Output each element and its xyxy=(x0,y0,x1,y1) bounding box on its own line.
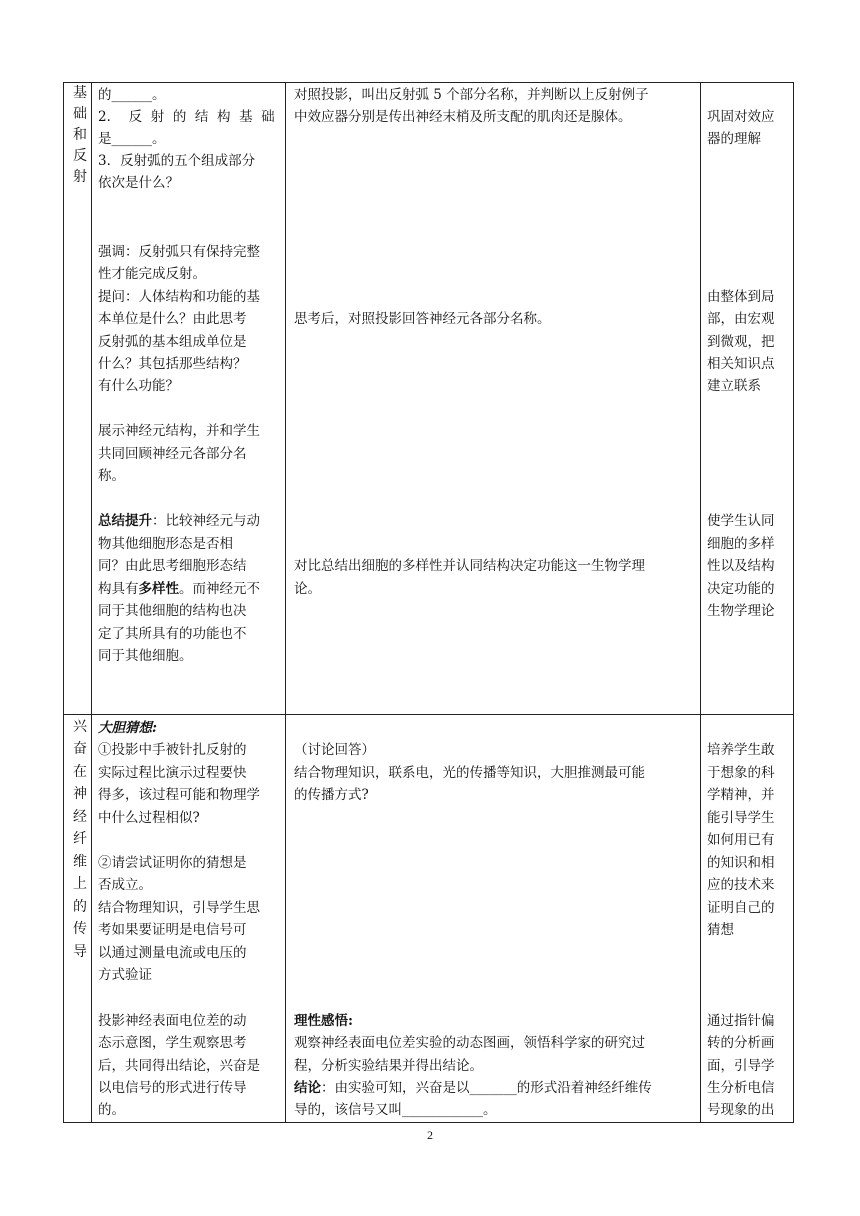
text-line: 转的分析画 xyxy=(707,1035,775,1051)
text-line: 的知识和相 xyxy=(707,855,775,871)
text-line: 思考后，对照投影回答神经元各部分名称。 xyxy=(294,311,551,327)
text-line: 考如果要证明是电信号可 xyxy=(98,922,247,938)
page-number: 2 xyxy=(427,1128,433,1142)
text-line: 性才能完成反射。 xyxy=(98,266,206,282)
label-char: 和 xyxy=(73,127,87,143)
conclusion-label: 结论 xyxy=(294,1080,321,1096)
text-line: 同？由此思考细胞形态结 xyxy=(98,558,247,574)
text-line: 建立联系 xyxy=(707,378,761,394)
text-line: 细胞的多样 xyxy=(707,536,775,552)
text-line: 投影神经表面电位差的动 xyxy=(98,1013,247,1029)
label-char: 导 xyxy=(73,944,87,960)
text-line: 有什么功能？ xyxy=(98,378,179,394)
text-line: 猜想 xyxy=(707,922,734,938)
label-char: 反 xyxy=(73,148,87,164)
text-line: ①投影中手被针扎反射的 xyxy=(98,742,247,758)
conclusion-line xyxy=(294,1077,652,1099)
conclusion-text: ：由实验可知，兴奋是以_______的形式沿着神经纤维传 xyxy=(321,1080,652,1096)
text-line: 决定功能的 xyxy=(707,581,775,597)
text-line: 的。 xyxy=(98,1102,125,1118)
label-char: 纤 xyxy=(73,831,87,847)
label-char: 射 xyxy=(73,169,87,185)
text-line: 生分析电信 xyxy=(707,1080,775,1096)
text-line: 生物学理论 xyxy=(707,603,775,619)
guess-title: 大胆猜想: xyxy=(98,720,157,736)
text-line: 由整体到局 xyxy=(707,289,775,305)
text-line: 共同回顾神经元各部分名 xyxy=(98,446,247,462)
text-line: 对照投影，叫出反射弧 5 个部分名称，并判断以上反射例子 xyxy=(294,87,649,103)
text-line: 展示神经元结构，并和学生 xyxy=(98,423,260,439)
summary-line xyxy=(98,510,260,532)
text-line: 2． 反 射 的 结 构 基 础 xyxy=(98,109,275,125)
text-line: 本单位是什么？由此思考 xyxy=(98,311,247,327)
column-divider xyxy=(91,83,92,1122)
text-line: 得多，该过程可能和物理学 xyxy=(98,787,260,803)
text-line: 反射弧的基本组成单位是 xyxy=(98,334,247,350)
text-line: 通过指针偏 xyxy=(707,1013,775,1029)
text-line: 称。 xyxy=(98,468,125,484)
text-line: 性以及结构 xyxy=(707,558,775,574)
label-char: 兴 xyxy=(73,719,87,735)
text-line: 对比总结出细胞的多样性并认同结构决定功能这一生物学理 xyxy=(294,558,645,574)
text-line: 什么？其包括那些结构？ xyxy=(98,356,247,372)
label-char: 维 xyxy=(73,854,87,870)
text-line: 培养学生敢 xyxy=(707,742,775,758)
text-line: 学精神，并 xyxy=(707,787,775,803)
text-line: ②请尝试证明你的猜想是 xyxy=(98,855,247,871)
text-line: 应的技术来 xyxy=(707,877,775,893)
summary-label: 总结提升 xyxy=(98,513,152,529)
text-line: 方式验证 xyxy=(98,967,152,983)
text-line: 使学生认同 xyxy=(707,513,775,529)
text-span: 构具有 xyxy=(98,581,139,597)
text-line: 提问：人体结构和功能的基 xyxy=(98,289,260,305)
text-span: 。而神经元不 xyxy=(179,581,260,597)
label-char: 经 xyxy=(73,809,87,825)
text-line: 相关知识点 xyxy=(707,356,775,372)
text-line: 以通过测量电流或电压的 xyxy=(98,945,247,961)
text-line: 能引导学生 xyxy=(707,810,775,826)
text-line: 于想象的科 xyxy=(707,765,775,781)
column-divider xyxy=(285,83,286,1122)
text-line: 实际过程比演示过程要快 xyxy=(98,765,247,781)
text-line: 号现象的出 xyxy=(707,1102,775,1118)
text-line: 观察神经表面电位差实验的动态图画，领悟科学家的研究过 xyxy=(294,1035,645,1051)
label-char: 神 xyxy=(73,786,87,802)
row-divider xyxy=(64,714,793,715)
text-line: 3．反射弧的五个组成部分 xyxy=(98,153,256,169)
text-line: 结合物理知识，引导学生思 xyxy=(98,900,260,916)
label-char: 传 xyxy=(73,921,87,937)
label-char: 在 xyxy=(73,764,87,780)
label-char: 奋 xyxy=(73,741,87,757)
text-line: 面，引导学 xyxy=(707,1058,775,1074)
text-line: 中什么过程相似? xyxy=(98,810,200,826)
text-line: 部，由宏观 xyxy=(707,311,775,327)
text-line: 物其他细胞形态是否相 xyxy=(98,536,233,552)
label-char: 上 xyxy=(73,876,87,892)
column-divider xyxy=(700,83,701,1122)
text-line: 是______。 xyxy=(98,131,166,147)
diversity-line xyxy=(98,578,260,600)
text-line: 论。 xyxy=(294,581,321,597)
text-line: 的______。 xyxy=(98,87,166,103)
summary-text: ：比较神经元与动 xyxy=(152,513,260,529)
text-line: （讨论回答） xyxy=(294,742,375,758)
text-line: 导的，该信号又叫____________。 xyxy=(294,1102,497,1118)
text-line: 同于其他细胞的结构也决 xyxy=(98,603,247,619)
text-line: 否成立。 xyxy=(98,877,152,893)
label-char: 础 xyxy=(73,106,87,122)
text-line: 到微观，把 xyxy=(707,334,775,350)
text-line: 同于其他细胞。 xyxy=(98,648,193,664)
text-line: 强调：反射弧只有保持完整 xyxy=(98,244,260,260)
text-line: 器的理解 xyxy=(707,131,761,147)
text-line: 后，共同得出结论，兴奋是 xyxy=(98,1058,260,1074)
text-line: 的传播方式? xyxy=(294,787,369,803)
text-line: 巩固对效应 xyxy=(707,109,775,125)
text-line: 态示意图，学生观察思考 xyxy=(98,1035,247,1051)
text-line: 依次是什么？ xyxy=(98,175,179,191)
diversity-keyword: 多样性 xyxy=(138,581,179,597)
text-line: 定了其所具有的功能也不 xyxy=(98,626,247,642)
text-line: 如何用已有 xyxy=(707,832,775,848)
text-line: 程，分析实验结果并得出结论。 xyxy=(294,1058,483,1074)
label-char: 基 xyxy=(73,85,87,101)
text-line: 以电信号的形式进行传导 xyxy=(98,1080,247,1096)
text-line: 中效应器分别是传出神经末梢及所支配的肌肉还是腺体。 xyxy=(294,109,632,125)
label-char: 的 xyxy=(73,899,87,915)
text-line: 证明自己的 xyxy=(707,900,775,916)
text-line: 结合物理知识，联系电，光的传播等知识，大胆推测最可能 xyxy=(294,765,645,781)
rational-title: 理性感悟: xyxy=(294,1013,353,1029)
